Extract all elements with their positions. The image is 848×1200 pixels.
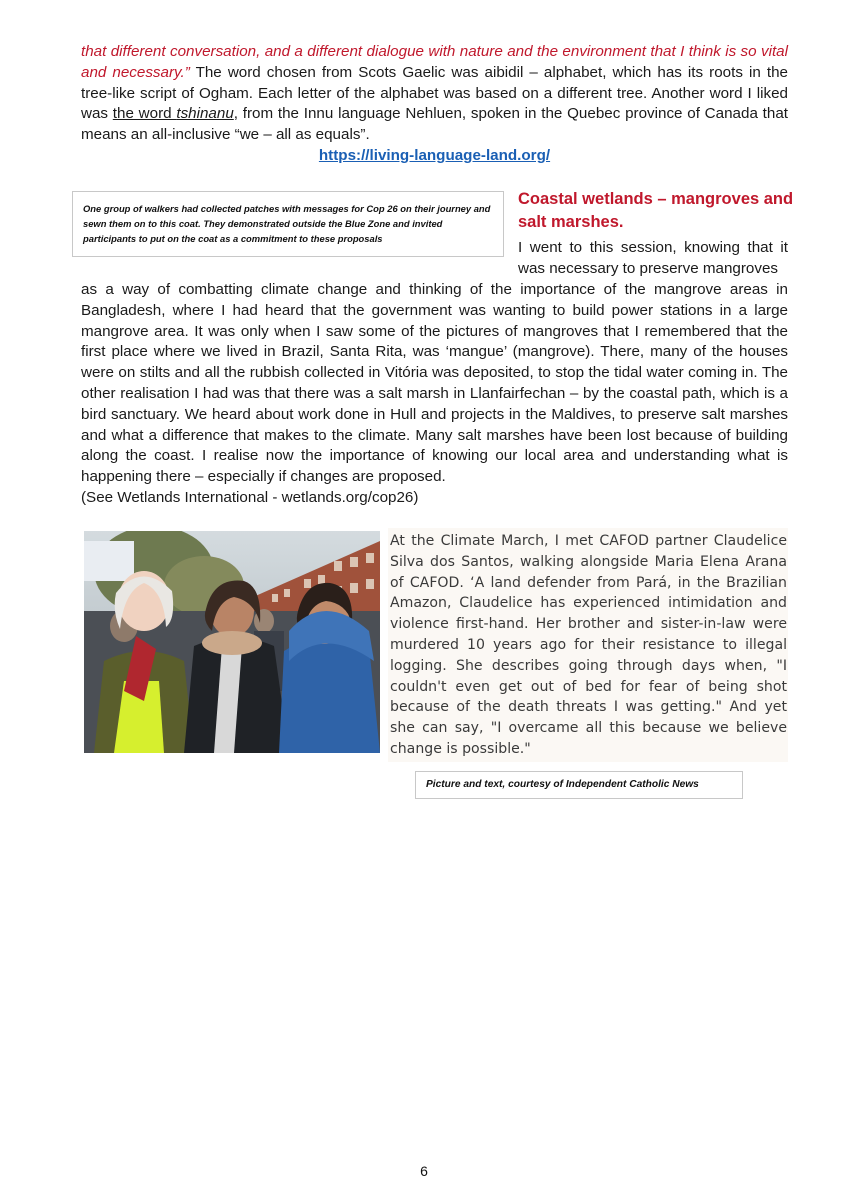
photo-credit-box xyxy=(415,771,743,799)
coat-caption-text: One group of walkers had collected patches with messages for Cop 26 on their journey and sewn them on to this coat. They demonstrated outside the Blue Zone and invited participants to put on the coat as a commitment to these proposals xyxy=(83,203,491,244)
section-body-text: as a way of combatting climate change and thinking of the importance of the mangrove areas in Bangladesh, where I had heard that the government was wanting to build power stations in a large mangrove area. It was only when I saw some of the pictures of mangroves that I remembered that the first place where we lived in Brazil, Santa Rita, was ‘mangue’ (mangrove). There, many of the houses were on stilts and all the rubbish collected in Vitória was deposited, to stop the tidal water coming in. The other realisation I had was that there was a salt marsh in Llanfairfechan – by the coastal path, which is a bird sanctuary. We heard about work done in Hull and projects in the Maldives, to preserve salt marshes and what a difference that makes to the climate. Many salt marshes have been lost because of building along the coast. I realise now the importance of knowing our local area and understanding what is happening there – especially if changes are proposed. xyxy=(81,281,788,486)
wetlands-reference: (See Wetlands International - wetlands.org/cop26) xyxy=(81,488,419,506)
the-word-label: the word xyxy=(112,105,177,123)
climate-march-text: At the Climate March, I met CAFOD partner Claudelice Silva dos Santos, walking alongside Maria Elena Arana of CAFOD. ‘A land defender from Pará, in the Brazilian Amazon, Claudelice has experienced intimidation and violence first-hand. Her brother and sister-in-law were murdered 10 years ago for their resistance to illegal logging. She describes going through days when, "I couldn't even get out of bed for fear of being shot because of the death threats I was getting." And yet she can say, "I overcame all this because we believe change is possible." xyxy=(390,533,787,757)
coat-caption-box xyxy=(72,191,504,257)
climate-march-photo xyxy=(84,531,380,753)
word-tshinanu: tshinanu xyxy=(176,105,234,123)
underlined-word-phrase xyxy=(113,105,234,122)
intro-text: The word chosen from Scots Gaelic was aibidil – alphabet, which has its roots in the tree-like script of Ogham. Each letter of the alphabet was based on a different tree. Another word I liked was xyxy=(81,63,788,123)
climate-march-photo-illustration xyxy=(84,531,380,753)
section-body-intro: I went to this session, knowing that it was necessary to preserve mangroves xyxy=(518,239,788,277)
intro-quote: that different conversation, and a different dialogue with nature and the environment that I think is so vital and necessary.” xyxy=(81,43,788,81)
intro-text-end: , from the Innu language Nehluen, spoken in the Quebec province of Canada that means an all-inclusive “we – all as equals”. xyxy=(81,105,788,144)
photo-credit-text: Picture and text, courtesy of Independent Catholic News xyxy=(426,779,699,790)
intro-paragraph xyxy=(81,42,788,146)
section-heading: Coastal wetlands – mangroves and salt marshes. xyxy=(518,190,794,231)
living-language-land-link[interactable]: https://living-language-land.org/ xyxy=(318,147,551,164)
page-number: 6 xyxy=(420,1163,428,1179)
website-link-line xyxy=(81,146,788,166)
section-body xyxy=(81,280,788,509)
